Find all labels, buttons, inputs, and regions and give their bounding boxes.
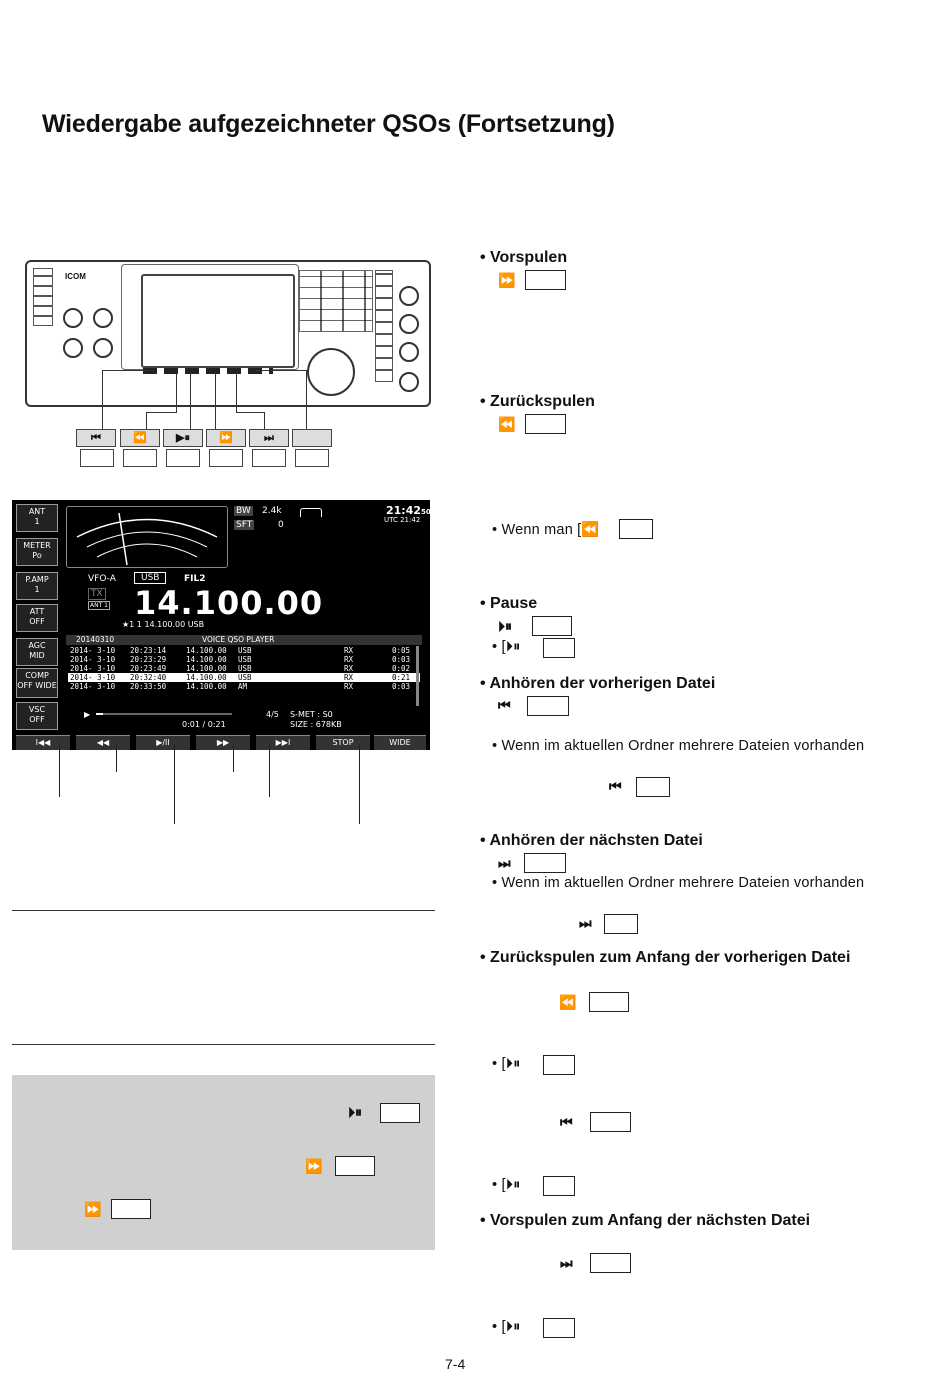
key-box-pause-bullet <box>543 638 575 658</box>
table-cell-rxtx: RX <box>344 655 354 664</box>
sft-value: 0 <box>278 520 284 530</box>
s-meter <box>66 506 228 568</box>
radio-right-buttons <box>375 270 393 382</box>
text-vor-bullet: • [⏵⏸ <box>492 1319 521 1335</box>
radio-main-dial <box>307 348 355 396</box>
note-key-box-2 <box>335 1156 375 1176</box>
callout-line-ff <box>233 744 234 772</box>
table-cell-len: 0:21 <box>392 673 411 682</box>
player-folder: 20140310 <box>76 635 115 644</box>
key-box-1 <box>80 449 114 467</box>
screen-btn-att[interactable]: ATT OFF <box>16 604 58 632</box>
page-title: Wiedergabe aufgezeichneter QSOs (Fortsetzung) <box>42 110 615 138</box>
key-prev[interactable]: ⏮ <box>76 429 116 447</box>
table-cell-rxtx: RX <box>344 673 354 682</box>
text-wenn-im-1: • Wenn im aktuellen Ordner mehrere Dateien vorhanden <box>492 738 865 754</box>
table-cell-freq: 14.100.00 <box>186 682 227 691</box>
filter-label: FIL2 <box>184 574 206 584</box>
table-cell-mode: AM <box>238 682 248 691</box>
radio-knob-5 <box>399 286 419 306</box>
divider-1 <box>12 910 435 911</box>
heading-vorspulen: • Vorspulen <box>480 249 568 266</box>
table-cell-rxtx: RX <box>344 664 354 673</box>
table-cell-freq: 14.100.00 <box>186 655 227 664</box>
play-time: 0:01 / 0:21 <box>182 720 226 729</box>
table-cell-mode: USB <box>238 655 252 664</box>
callout-line-rewind <box>116 744 117 772</box>
table-cell-time: 20:23:49 <box>130 664 167 673</box>
table-row[interactable] <box>68 646 420 655</box>
heading-vorherige: • Anhören der vorherigen Datei <box>480 675 716 692</box>
player-header <box>66 635 422 645</box>
table-cell-freq: 14.100.00 <box>186 646 227 655</box>
table-cell-date: 2014- 3-10 <box>70 682 116 691</box>
text-zurueck-bullet-1: • [⏵⏸ <box>492 1056 521 1072</box>
heading-naechste: • Anhören der nächsten Datei <box>480 832 703 849</box>
screen-fbtn-play-pause[interactable]: ▶/II <box>136 735 190 750</box>
ant-indicator: ANT 1 <box>88 601 110 610</box>
key-box-6 <box>295 449 329 467</box>
key-box-zurueckspulen <box>525 414 566 434</box>
note-ff-icon-2: ⏩ <box>84 1201 102 1217</box>
screen-btn-agc[interactable]: AGC MID <box>16 638 58 666</box>
vfo-label: VFO-A <box>88 574 116 584</box>
table-cell-time: 20:33:50 <box>130 682 167 691</box>
screen-fbtn-ff[interactable]: ▶▶ <box>196 735 250 750</box>
size-readout: SIZE : 678KB <box>290 720 342 729</box>
table-cell-len: 0:05 <box>392 646 411 655</box>
table-cell-mode: USB <box>238 646 252 655</box>
file-index: 4/5 <box>266 710 279 719</box>
screen-fbtn-prev[interactable]: I◀◀ <box>16 735 70 750</box>
sft-label: SFT <box>236 520 253 530</box>
key-box-3 <box>166 449 200 467</box>
next-icon-3: ⏭ <box>560 1255 573 1271</box>
table-cell-date: 2014- 3-10 <box>70 646 116 655</box>
radio-knob-1 <box>63 338 83 358</box>
key-box-vorspulen <box>525 270 566 290</box>
screen-btn-ant[interactable]: ANT 1 <box>16 504 58 532</box>
key-box-zurueck-prev <box>590 1112 631 1132</box>
screen-btn-pamp[interactable]: P.AMP 1 <box>16 572 58 600</box>
radio-display-frame <box>121 264 299 370</box>
radio-knob-7 <box>399 342 419 362</box>
table-row[interactable] <box>68 664 420 673</box>
next-icon-2: ⏭ <box>579 915 592 931</box>
table-cell-time: 20:23:29 <box>130 655 167 664</box>
table-row[interactable] <box>68 673 420 682</box>
key-box-vor-anfang <box>590 1253 631 1273</box>
callout-line-prev <box>59 744 60 797</box>
table-cell-mode: USB <box>238 664 252 673</box>
key-fast-forward[interactable]: ⏩ <box>206 429 246 447</box>
table-cell-time: 20:32:40 <box>130 673 167 682</box>
callout-line-play <box>174 744 175 824</box>
table-cell-mode: USB <box>238 673 252 682</box>
screen-fbtn-wide[interactable]: WIDE <box>374 735 426 750</box>
table-cell-rxtx: RX <box>344 682 354 691</box>
table-cell-len: 0:03 <box>392 655 411 664</box>
key-box-vorherige-2 <box>636 777 670 797</box>
callout-line-stop <box>359 744 360 824</box>
screen-btn-comp[interactable]: COMP OFF WIDE <box>16 668 58 698</box>
heading-pause: • Pause <box>480 595 538 612</box>
key-box-wenn-man <box>619 519 653 539</box>
bw-value: 2.4k <box>262 506 282 516</box>
key-box-4 <box>209 449 243 467</box>
play-icon: ▶ <box>84 710 91 719</box>
memo-line: ★1 1 14.100.00 USB <box>122 620 205 629</box>
table-row[interactable] <box>68 655 420 664</box>
page-number: 7-4 <box>445 1356 466 1372</box>
table-cell-rxtx: RX <box>344 646 354 655</box>
callout-line-next <box>269 744 270 797</box>
heading-zurueck-anfang: • Zurückspulen zum Anfang der vorherigen Datei <box>480 949 851 966</box>
radio-left-buttons <box>33 268 53 326</box>
table-cell-len: 0:03 <box>392 682 411 691</box>
screen-fbtn-stop[interactable]: STOP <box>316 735 370 750</box>
player-title: VOICE QSO PLAYER <box>202 635 275 644</box>
mode-badge: USB <box>134 572 166 584</box>
meter-arcs <box>67 507 227 567</box>
key-box-naechste <box>524 853 566 873</box>
radio-front-panel <box>25 260 431 407</box>
pause-icon: ⏵⏸ <box>498 618 512 634</box>
key-box-5 <box>252 449 286 467</box>
radio-knob-3 <box>63 308 83 328</box>
radio-keypad <box>299 270 373 332</box>
radio-softkey-strip <box>143 368 273 374</box>
text-pause-bullet: • [⏵⏸ <box>492 639 521 655</box>
key-box-naechste-2 <box>604 914 638 934</box>
bw-label: BW <box>236 506 251 516</box>
table-cell-date: 2014- 3-10 <box>70 655 116 664</box>
key-box-zurueck-bullet-2 <box>543 1176 575 1196</box>
frequency-display: 14.100.00 <box>134 584 324 622</box>
radio-knob-2 <box>93 338 113 358</box>
heading-vor-anfang: • Vorspulen zum Anfang der nächsten Datei <box>480 1212 811 1229</box>
table-row[interactable] <box>68 682 420 691</box>
key-rewind[interactable]: ⏪ <box>120 429 160 447</box>
radio-brand: ICOM <box>65 272 86 281</box>
note-key-box-3 <box>111 1199 151 1219</box>
progress-fill <box>96 713 103 715</box>
key-box-pause <box>532 616 572 636</box>
prev-icon: ⏮ <box>498 697 511 713</box>
radio-screen <box>12 500 430 750</box>
key-box-2 <box>123 449 157 467</box>
screen-fbtn-rewind[interactable]: ◀◀ <box>76 735 130 750</box>
table-cell-date: 2014- 3-10 <box>70 664 116 673</box>
list-scrollbar[interactable] <box>416 646 419 706</box>
prev-icon-2: ⏮ <box>609 778 622 794</box>
utc-clock: UTC 21:42 <box>384 516 421 524</box>
screen-btn-meter[interactable]: METER Po <box>16 538 58 566</box>
heading-zurueckspulen: • Zurückspulen <box>480 393 595 410</box>
key-blank[interactable] <box>292 429 332 447</box>
next-icon: ⏭ <box>498 855 511 871</box>
key-play-pause[interactable]: ▶⏸ <box>163 429 203 447</box>
radio-knob-6 <box>399 314 419 334</box>
ff-icon: ⏩ <box>498 272 516 288</box>
key-box-vorherige <box>527 696 569 716</box>
text-wenn-man: • Wenn man [⏪ <box>492 522 600 538</box>
tx-indicator: TX <box>88 588 106 600</box>
key-box-zurueck-bullet-1 <box>543 1055 575 1075</box>
key-box-vor-bullet <box>543 1318 575 1338</box>
player-file-list <box>68 646 420 691</box>
table-cell-len: 0:02 <box>392 664 411 673</box>
divider-2 <box>12 1044 435 1045</box>
note-ff-icon-1: ⏩ <box>305 1158 323 1174</box>
screen-btn-vsc[interactable]: VSC OFF <box>16 702 58 730</box>
radio-knob-4 <box>93 308 113 328</box>
table-cell-freq: 14.100.00 <box>186 664 227 673</box>
note-playpause-icon: ⏵⏸ <box>348 1104 362 1120</box>
screen-fbtn-next[interactable]: ▶▶I <box>256 735 310 750</box>
table-cell-date: 2014- 3-10 <box>70 673 116 682</box>
prev-icon-3: ⏮ <box>560 1114 573 1130</box>
radio-knob-8 <box>399 372 419 392</box>
key-next[interactable]: ⏭ <box>249 429 289 447</box>
progress-track <box>96 713 232 715</box>
key-box-zurueck-anfang <box>589 992 629 1012</box>
text-wenn-im-2: • Wenn im aktuellen Ordner mehrere Dateien vorhanden <box>492 875 865 891</box>
text-zurueck-bullet-2: • [⏵⏸ <box>492 1177 521 1193</box>
rew-icon-2: ⏪ <box>559 994 577 1010</box>
table-cell-time: 20:23:14 <box>130 646 167 655</box>
note-key-box-1 <box>380 1103 420 1123</box>
smeter-readout: S-MET : S0 <box>290 710 333 719</box>
table-cell-freq: 14.100.00 <box>186 673 227 682</box>
rew-icon: ⏪ <box>498 416 516 432</box>
filter-shape-icon <box>300 508 322 517</box>
clock: 21:4250 <box>386 504 431 517</box>
